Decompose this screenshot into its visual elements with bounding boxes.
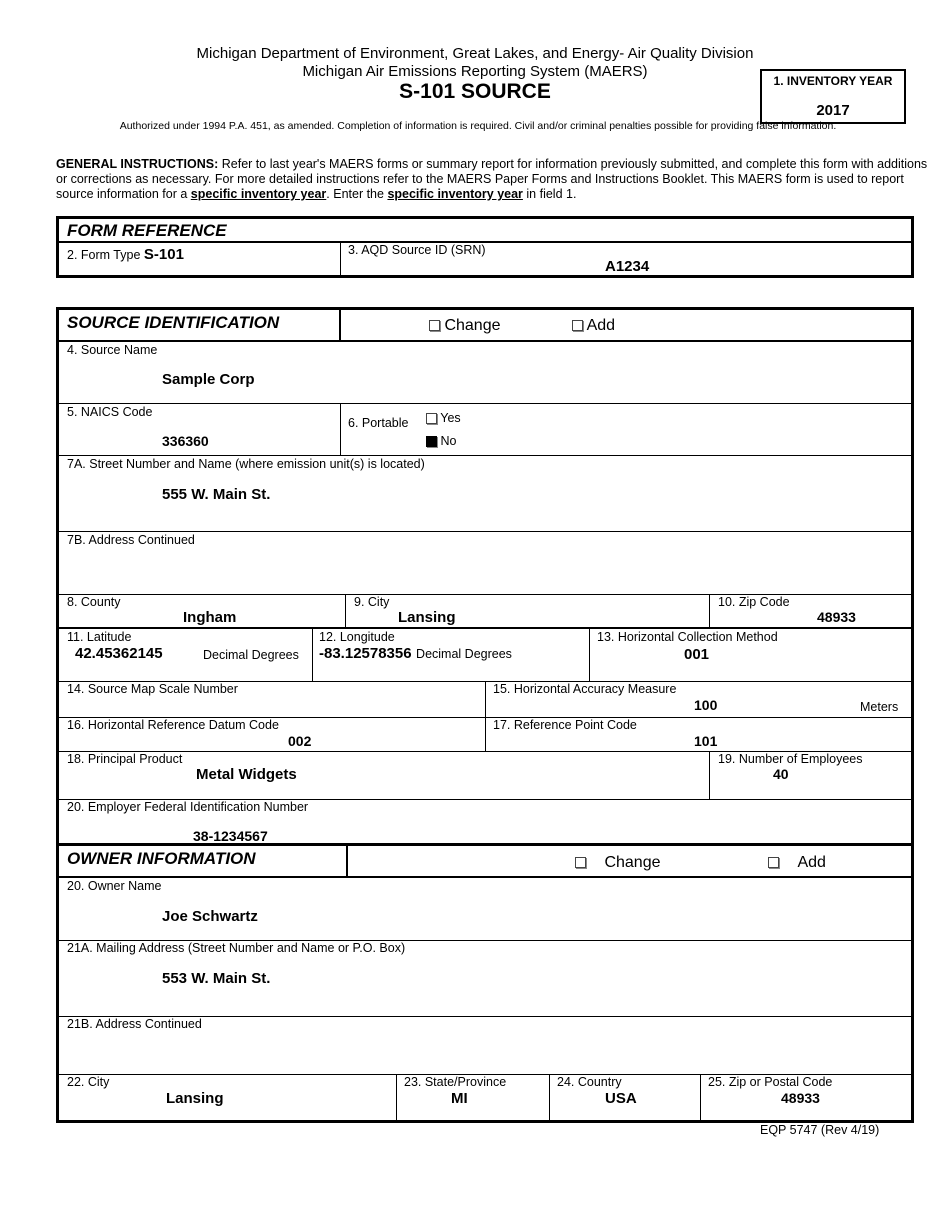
portable-label: 6. Portable [348,416,409,430]
street-field[interactable]: 555 W. Main St. [162,486,271,503]
reference-point-field[interactable]: 101 [694,733,718,749]
principal-product-field[interactable]: Metal Widgets [196,766,297,783]
owner-change-checkbox[interactable] [575,857,586,868]
instructions-text-2: . Enter the [326,187,388,201]
employees-field[interactable]: 40 [773,766,789,782]
state-label: 23. State/Province [404,1075,507,1089]
instructions-emphasis-1: specific inventory year [190,187,327,201]
accuracy-unit: Meters [860,700,899,714]
city-label: 9. City [354,595,390,609]
owner-change-label: Change [604,854,661,871]
datum-label: 16. Horizontal Reference Datum Code [67,718,279,732]
inventory-year-label: 1. INVENTORY YEAR [773,74,893,88]
instructions-text-1: Refer to last year's MAERS forms or summary report for information previously submitted, and complete this form with additions or corrections as necessary. For more detailed instructions refer to the MAERS Paper Forms and Instructions Booklet. This MAERS form is used to report source information for a [56,157,928,201]
owner-add-option[interactable] [768,854,826,872]
agency-line: Michigan Department of Environment, Great Lakes, and Energy- Air Quality Division [196,45,754,62]
source-identification-section [56,307,914,846]
country-field[interactable]: USA [605,1090,637,1107]
datum-field[interactable]: 002 [288,733,312,749]
accuracy-label: 15. Horizontal Accuracy Measure [493,682,677,696]
longitude-label: 12. Longitude [319,630,395,644]
address-continued-label: 7B. Address Continued [67,533,195,547]
latitude-field[interactable]: 42.45362145 [75,645,163,662]
form-type-field[interactable]: S-101 [143,246,184,263]
longitude-unit: Decimal Degrees [416,647,512,661]
source-change-option[interactable] [429,317,501,335]
owner-change-option[interactable] [575,854,661,872]
owner-name-field[interactable]: Joe Schwartz [162,908,258,925]
instructions-emphasis-2: specific inventory year [387,187,523,201]
source-add-label: Add [586,317,616,334]
instructions-text-3: in field 1. [522,187,577,201]
longitude-row [319,645,512,663]
collection-method-label: 13. Horizontal Collection Method [597,630,778,644]
inventory-year-field[interactable]: 2017 [816,102,850,119]
owner-add-checkbox[interactable] [768,857,779,868]
mailing-address-label: 21A. Mailing Address (Street Number and Name or P.O. Box) [67,941,406,955]
zip-field[interactable]: 48933 [817,609,856,625]
authorization-note: Authorized under 1994 P.A. 451, as amended. Completion of information is required. Civil and/or criminal penalties possible for providing false information. [119,120,837,132]
source-name-field[interactable]: Sample Corp [162,371,255,388]
form-reference-section [56,216,914,278]
collection-method-field[interactable]: 001 [684,646,710,663]
inventory-year-box [760,69,906,124]
longitude-field[interactable]: -83.12578356 [319,645,412,662]
source-change-label: Change [444,317,501,334]
fein-label: 20. Employer Federal Identification Number [67,800,309,814]
owner-add-label: Add [797,854,826,871]
country-label: 24. Country [557,1075,622,1089]
form-type-label: 2. Form Type [67,248,141,262]
source-identification-title: SOURCE IDENTIFICATION [67,313,280,332]
naics-label: 5. NAICS Code [67,405,153,419]
zip-label: 10. Zip Code [718,595,790,609]
owner-zip-label: 25. Zip or Postal Code [708,1075,833,1089]
portable-yes-checkbox[interactable] [426,413,437,424]
source-change-checkbox[interactable] [429,320,440,331]
general-instructions [56,157,936,202]
owner-zip-field[interactable]: 48933 [781,1090,820,1106]
portable-no-option[interactable] [426,434,456,448]
owner-city-label: 22. City [67,1075,110,1089]
mailing-address-field[interactable]: 553 W. Main St. [162,970,271,987]
portable-no-label: No [440,434,457,448]
form-number-footer: EQP 5747 (Rev 4/19) [760,1123,880,1137]
form-reference-title: FORM REFERENCE [67,221,227,240]
srn-label: 3. AQD Source ID (SRN) [348,243,486,257]
source-add-checkbox[interactable] [572,320,583,331]
system-line: Michigan Air Emissions Reporting System (MAERS) [302,63,648,80]
reference-point-label: 17. Reference Point Code [493,718,637,732]
county-label: 8. County [67,595,121,609]
naics-field[interactable]: 336360 [162,433,209,449]
owner-information-title: OWNER INFORMATION [67,849,256,868]
srn-field[interactable]: A1234 [605,258,650,275]
latitude-label: 11. Latitude [67,630,132,644]
form-type-row [67,246,184,263]
owner-city-field[interactable]: Lansing [166,1090,224,1107]
state-field[interactable]: MI [451,1090,468,1107]
portable-no-checkbox[interactable] [426,436,437,447]
employees-label: 19. Number of Employees [718,752,863,766]
owner-name-label: 20. Owner Name [67,879,162,893]
street-label: 7A. Street Number and Name (where emission unit(s) is located) [67,457,425,471]
owner-address-continued-label: 21B. Address Continued [67,1017,202,1031]
portable-yes-option[interactable] [426,411,461,425]
fein-field[interactable]: 38-1234567 [193,828,268,844]
city-field[interactable]: Lansing [398,609,456,626]
accuracy-field[interactable]: 100 [694,697,718,713]
form-title: S-101 SOURCE [399,80,551,103]
principal-product-label: 18. Principal Product [67,752,183,766]
source-name-label: 4. Source Name [67,343,158,357]
instructions-heading: GENERAL INSTRUCTIONS: [56,157,219,171]
latitude-unit: Decimal Degrees [203,648,299,662]
county-field[interactable]: Ingham [183,609,237,626]
portable-yes-label: Yes [440,411,461,425]
map-scale-label: 14. Source Map Scale Number [67,682,238,696]
owner-information-section [56,843,914,1123]
source-add-option[interactable] [572,317,615,335]
